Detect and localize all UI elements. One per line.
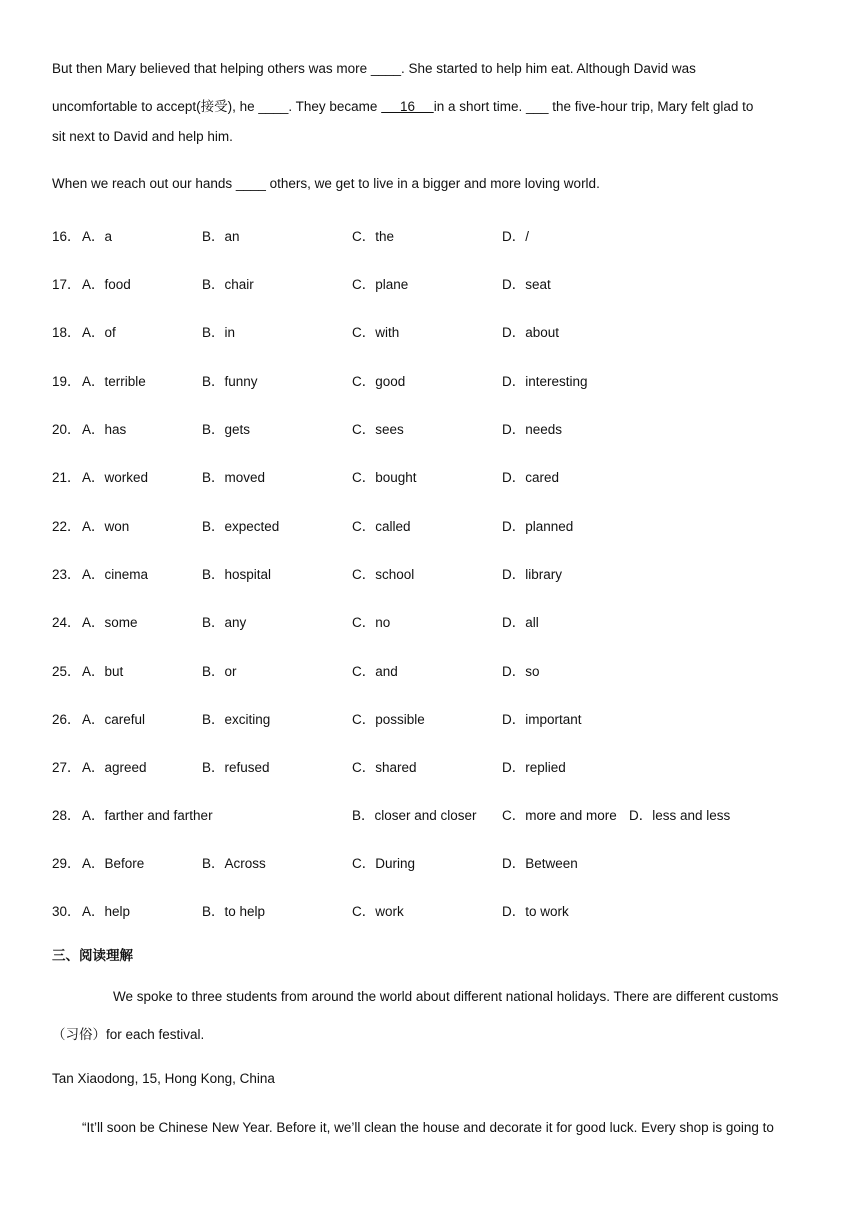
option-d[interactable]: D．so xyxy=(502,664,540,679)
question-27 xyxy=(52,756,832,776)
option-d[interactable]: D．needs xyxy=(502,422,563,437)
question-number: 29． xyxy=(52,856,81,871)
question-18 xyxy=(52,321,832,341)
question-25 xyxy=(52,660,832,680)
option-a[interactable]: A．farther and farther xyxy=(82,808,213,823)
question-19 xyxy=(52,370,832,390)
option-b[interactable]: B．expected xyxy=(202,519,280,534)
option-c[interactable]: C．During xyxy=(352,856,416,871)
option-d[interactable]: D．interesting xyxy=(502,374,588,389)
question-28 xyxy=(52,804,832,824)
option-d[interactable]: D．replied xyxy=(502,760,566,775)
question-number: 28． xyxy=(52,808,81,823)
option-c[interactable]: C．and xyxy=(352,664,398,679)
option-d[interactable]: D．planned xyxy=(502,519,574,534)
option-c[interactable]: C．more and more xyxy=(502,808,617,823)
option-a[interactable]: A．Before xyxy=(82,856,145,871)
passage-line-2-start: uncomfortable to accept(接受), he ____. They became xyxy=(52,99,382,114)
option-a[interactable]: A．has xyxy=(82,422,127,437)
option-c[interactable]: C．possible xyxy=(352,712,425,727)
question-number: 23． xyxy=(52,567,81,582)
question-29 xyxy=(52,852,832,872)
passage-line-3: sit next to David and help him. xyxy=(52,129,233,144)
option-a[interactable]: A．of xyxy=(82,325,116,340)
student-name: Tan Xiaodong, 15, Hong Kong, China xyxy=(52,1071,275,1086)
option-c[interactable]: C．shared xyxy=(352,760,417,775)
option-c[interactable]: C．the xyxy=(352,229,395,244)
option-c[interactable]: C．with xyxy=(352,325,400,340)
question-number: 30． xyxy=(52,904,81,919)
option-b[interactable]: B．moved xyxy=(202,470,266,485)
option-d[interactable]: D．less and less xyxy=(629,808,731,823)
passage-line-1: But then Mary believed that helping others was more ____. She started to help him eat. Although David was xyxy=(52,61,696,76)
option-b[interactable]: B．exciting xyxy=(202,712,271,727)
option-b[interactable]: B．Across xyxy=(202,856,266,871)
option-a[interactable]: A．won xyxy=(82,519,130,534)
question-23 xyxy=(52,563,832,583)
option-a[interactable]: A．careful xyxy=(82,712,146,727)
question-20 xyxy=(52,418,832,438)
question-number: 17． xyxy=(52,277,81,292)
option-c[interactable]: C．plane xyxy=(352,277,409,292)
option-d[interactable]: D．Between xyxy=(502,856,578,871)
section-heading: 三、阅读理解 xyxy=(52,948,133,964)
option-c[interactable]: C．bought xyxy=(352,470,417,485)
option-d[interactable]: D．library xyxy=(502,567,563,582)
question-number: 19． xyxy=(52,374,81,389)
student-quote: “It’ll soon be Chinese New Year. Before it, we’ll clean the house and decorate it for good luck. Every shop is going to xyxy=(82,1120,774,1135)
option-a[interactable]: A．worked xyxy=(82,470,149,485)
question-number: 20． xyxy=(52,422,81,437)
option-b[interactable]: B．any xyxy=(202,615,247,630)
option-a[interactable]: A．cinema xyxy=(82,567,149,582)
question-number: 26． xyxy=(52,712,81,727)
option-a[interactable]: A．terrible xyxy=(82,374,146,389)
question-number: 24． xyxy=(52,615,81,630)
option-b[interactable]: B．or xyxy=(202,664,237,679)
option-b[interactable]: B．to help xyxy=(202,904,266,919)
question-30 xyxy=(52,900,832,920)
question-26 xyxy=(52,708,832,728)
passage-line-4: When we reach out our hands ____ others, we get to live in a bigger and more loving world. xyxy=(52,176,600,191)
question-number: 27． xyxy=(52,760,81,775)
question-16 xyxy=(52,225,832,245)
question-number: 21． xyxy=(52,470,81,485)
option-b[interactable]: B．funny xyxy=(202,374,258,389)
question-number: 22． xyxy=(52,519,81,534)
blank-16: 16 xyxy=(381,99,434,114)
option-b[interactable]: B．in xyxy=(202,325,236,340)
option-d[interactable]: D．important xyxy=(502,712,582,727)
option-d[interactable]: D．to work xyxy=(502,904,569,919)
question-22 xyxy=(52,515,832,535)
option-c[interactable]: C．school xyxy=(352,567,415,582)
question-number: 16． xyxy=(52,229,81,244)
question-24 xyxy=(52,611,832,631)
option-c[interactable]: C．sees xyxy=(352,422,404,437)
option-a[interactable]: A．help xyxy=(82,904,131,919)
reading-intro-line-1: We spoke to three students from around the world about different national holidays. There are different customs xyxy=(113,989,779,1004)
option-b[interactable]: B．closer and closer xyxy=(352,808,477,823)
option-c[interactable]: C．called xyxy=(352,519,411,534)
option-b[interactable]: B．an xyxy=(202,229,240,244)
option-c[interactable]: C．no xyxy=(352,615,391,630)
option-d[interactable]: D．about xyxy=(502,325,560,340)
option-a[interactable]: A．agreed xyxy=(82,760,147,775)
option-b[interactable]: B．hospital xyxy=(202,567,272,582)
question-number: 18． xyxy=(52,325,81,340)
question-21 xyxy=(52,466,832,486)
option-c[interactable]: C．work xyxy=(352,904,404,919)
option-d[interactable]: D．/ xyxy=(502,229,529,244)
question-17 xyxy=(52,273,832,293)
option-a[interactable]: A．food xyxy=(82,277,131,292)
option-b[interactable]: B．refused xyxy=(202,760,270,775)
question-number: 25． xyxy=(52,664,81,679)
option-c[interactable]: C．good xyxy=(352,374,406,389)
option-d[interactable]: D．cared xyxy=(502,470,560,485)
option-a[interactable]: A．a xyxy=(82,229,113,244)
reading-intro-line-2: （习俗）for each festival. xyxy=(52,1027,205,1042)
option-d[interactable]: D．seat xyxy=(502,277,551,292)
option-b[interactable]: B．chair xyxy=(202,277,254,292)
passage-line-2 xyxy=(52,95,753,115)
passage-line-2-end: in a short time. ___ the five-hour trip, Mary felt glad to xyxy=(433,99,754,114)
option-d[interactable]: D．all xyxy=(502,615,539,630)
option-a[interactable]: A．but xyxy=(82,664,124,679)
option-a[interactable]: A．some xyxy=(82,615,138,630)
option-b[interactable]: B．gets xyxy=(202,422,251,437)
